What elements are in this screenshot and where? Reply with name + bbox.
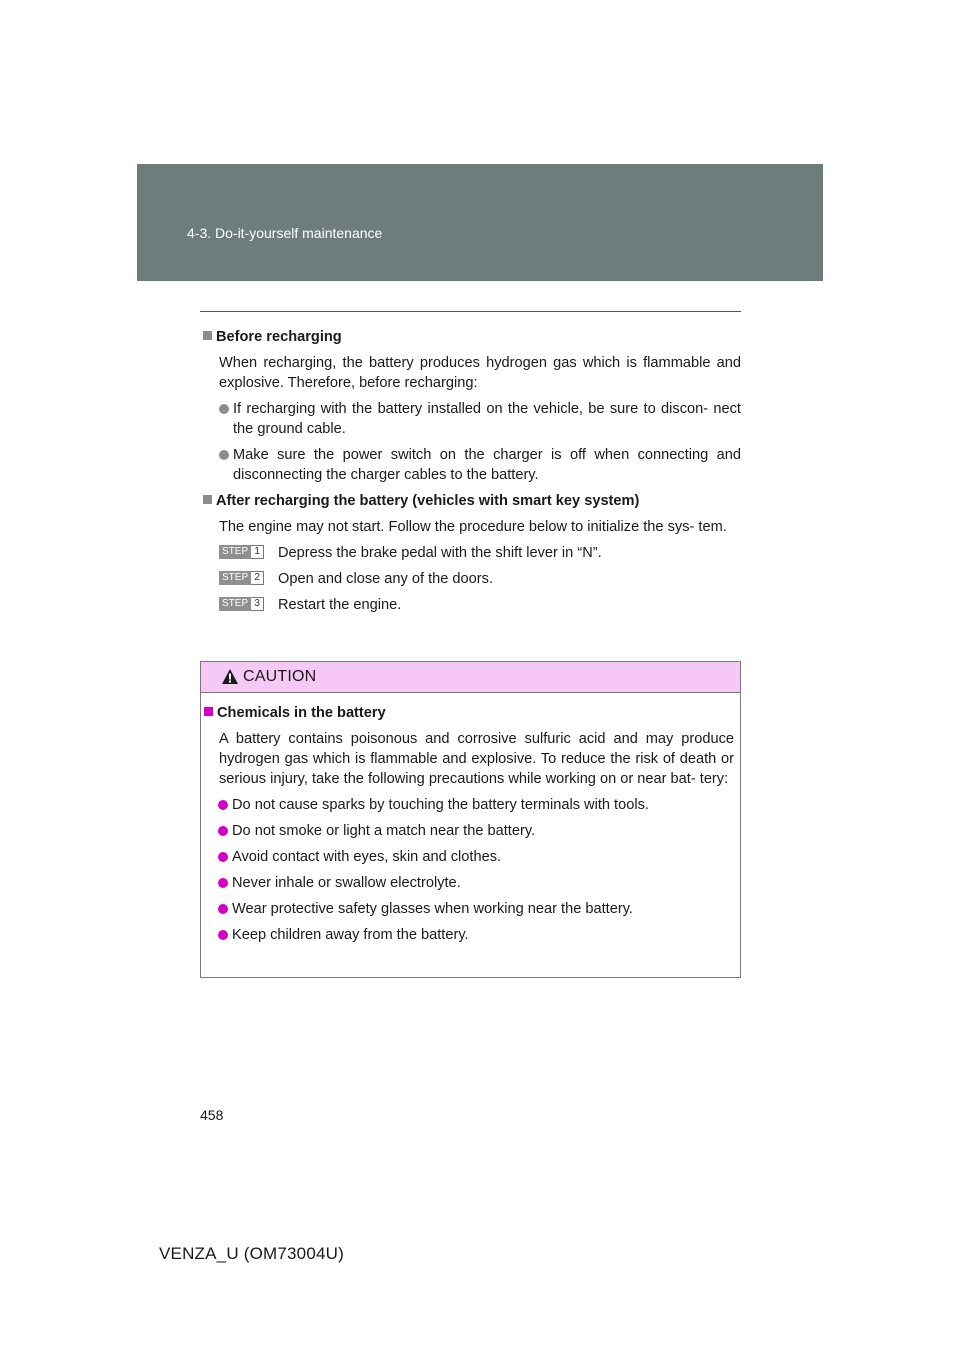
caution-title: CAUTION [243, 668, 317, 685]
list-item [232, 795, 734, 815]
step-number: 3 [251, 597, 264, 611]
list-item-text: Do not cause sparks by touching the battery terminals with tools. [232, 797, 649, 813]
list-item-text: Keep children away from the battery. [232, 927, 469, 943]
paragraph: The engine may not start. Follow the procedure below to initialize the sys- tem. [219, 519, 727, 535]
list-item [232, 873, 734, 893]
step-badge [219, 597, 264, 611]
step-item [219, 569, 741, 589]
circle-bullet-icon [219, 450, 229, 460]
heading-text: Before recharging [216, 329, 342, 345]
list-item-text: If recharging with the battery installed on the vehicle, be sure to discon- nect the ground cable. [233, 401, 741, 437]
list-item [232, 899, 734, 919]
list-item-text: Never inhale or swallow electrolyte. [232, 875, 461, 891]
list-item [232, 821, 734, 841]
caution-box [200, 661, 741, 978]
square-bullet-icon [204, 707, 213, 716]
step-item [219, 543, 741, 563]
step-text: Open and close any of the doors. [278, 571, 493, 587]
heading-chemicals [201, 703, 740, 723]
section-title: 4-3. Do-it-yourself maintenance [187, 225, 383, 241]
section-divider [200, 311, 741, 312]
heading-text: Chemicals in the battery [217, 705, 386, 721]
step-label: STEP [219, 571, 251, 585]
heading-text: After recharging the battery (vehicles with smart key system) [216, 493, 640, 509]
list-item-text: Make sure the power switch on the charger is off when connecting and disconnecting the charger cables to the battery. [233, 447, 741, 483]
circle-bullet-icon [218, 930, 228, 940]
list-item [232, 847, 734, 867]
list-item [233, 445, 741, 485]
header-band [137, 164, 823, 281]
step-text: Restart the engine. [278, 597, 402, 613]
step-badge [219, 545, 264, 559]
heading-before-recharging [200, 327, 741, 347]
list-item-text: Do not smoke or light a match near the battery. [232, 823, 536, 839]
step-text: Depress the brake pedal with the shift lever in “N”. [278, 545, 602, 561]
circle-bullet-icon [218, 904, 228, 914]
caution-header [201, 662, 740, 693]
document-id: VENZA_U (OM73004U) [159, 1244, 344, 1263]
list-item-text: Wear protective safety glasses when working near the battery. [232, 901, 633, 917]
main-content [200, 327, 741, 621]
circle-bullet-icon [218, 852, 228, 862]
step-number: 2 [251, 571, 264, 585]
step-label: STEP [219, 597, 251, 611]
list-item [232, 925, 734, 945]
step-label: STEP [219, 545, 251, 559]
page-number: 458 [200, 1107, 224, 1123]
step-item [219, 595, 741, 615]
list-item-text: Avoid contact with eyes, skin and clothes. [232, 849, 502, 865]
circle-bullet-icon [218, 878, 228, 888]
heading-after-recharging [200, 491, 741, 511]
caution-body [201, 703, 740, 951]
step-badge [219, 571, 264, 585]
step-number: 1 [251, 545, 264, 559]
warning-triangle-icon [221, 668, 239, 685]
circle-bullet-icon [218, 826, 228, 836]
circle-bullet-icon [218, 800, 228, 810]
list-item [233, 399, 741, 439]
paragraph: A battery contains poisonous and corrosive sulfuric acid and may produce hydrogen gas which is flammable and explosive. To reduce the risk of death or serious injury, take the following precautions while working on or near bat- tery: [219, 731, 734, 787]
square-bullet-icon [203, 331, 212, 340]
paragraph: When recharging, the battery produces hydrogen gas which is flammable and explosive. Therefore, before recharging: [219, 355, 741, 391]
square-bullet-icon [203, 495, 212, 504]
circle-bullet-icon [219, 404, 229, 414]
